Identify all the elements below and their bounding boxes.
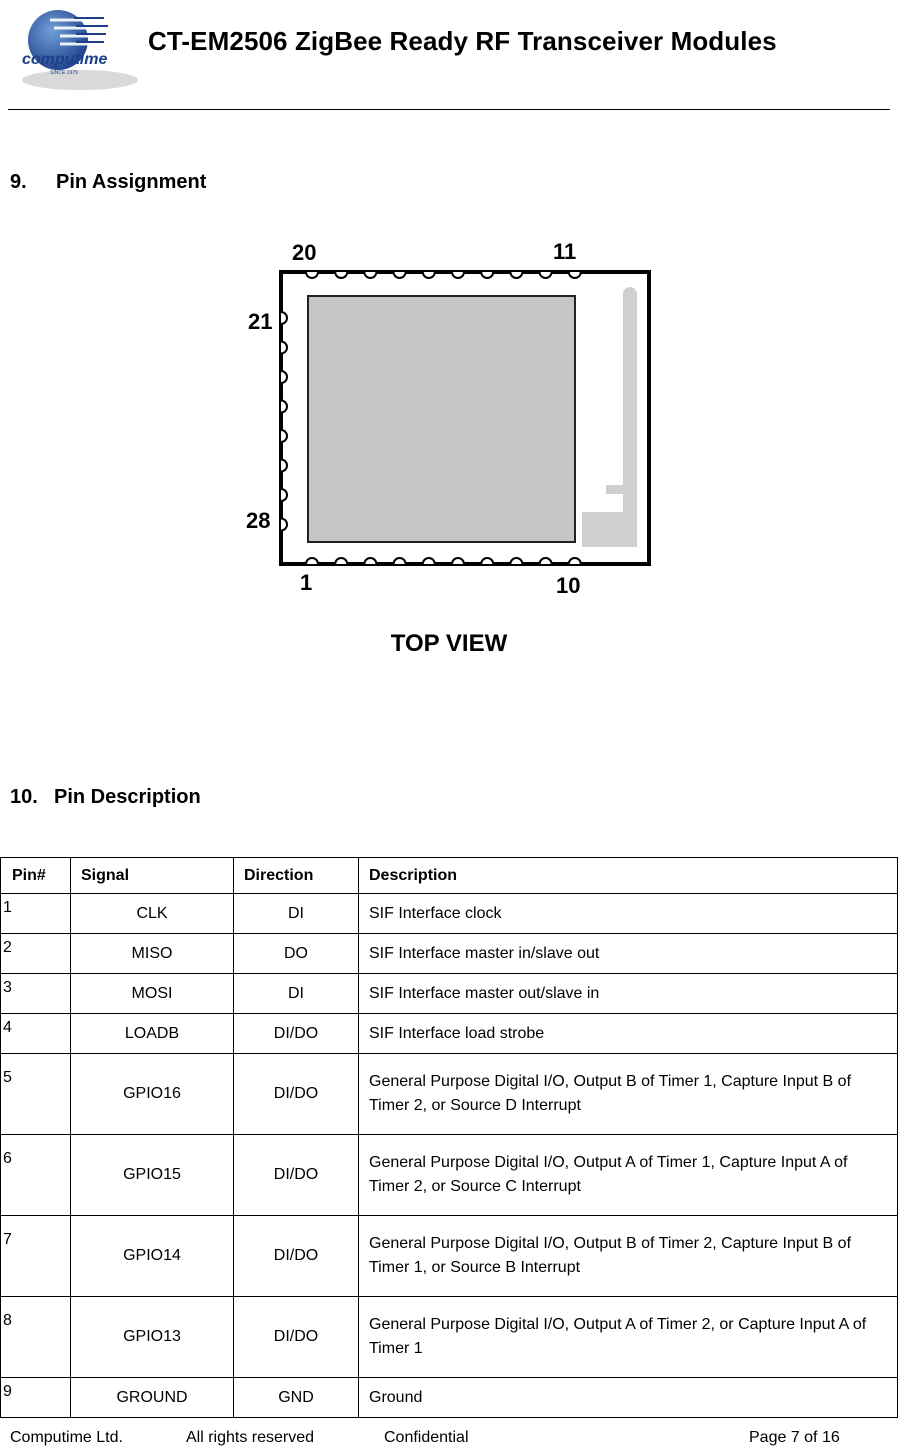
bottom-pad: [481, 558, 493, 564]
left-pad: [281, 430, 287, 442]
cell-description: SIF Interface master out/slave in: [359, 974, 898, 1014]
pin-label-10: 10: [556, 573, 581, 598]
cell-direction: DI: [234, 974, 359, 1014]
footer-company: Computime Ltd.: [10, 1429, 123, 1446]
section-number: 10.: [10, 786, 38, 808]
cell-pin: 2: [1, 934, 71, 974]
bottom-pad: [423, 558, 435, 564]
cell-description: SIF Interface load strobe: [359, 1014, 898, 1054]
bottom-pad: [540, 558, 552, 564]
cell-description: General Purpose Digital I/O, Output B of Timer 1, Capture Input B of Timer 2, or Source D Interrupt: [359, 1054, 898, 1135]
top-pad: [510, 272, 522, 278]
cell-direction: DI/DO: [234, 1216, 359, 1297]
cell-pin: 5: [1, 1054, 71, 1135]
cell-pin: 1: [1, 894, 71, 934]
section-title: Pin Description: [54, 786, 201, 808]
table-row: [1, 894, 898, 934]
left-pad: [281, 401, 287, 413]
left-pad: [281, 489, 287, 501]
top-pad: [364, 272, 376, 278]
diagram-caption: TOP VIEW: [390, 630, 508, 657]
antenna-feed: [606, 485, 624, 494]
left-pad: [281, 312, 287, 324]
chip-area: [308, 296, 575, 542]
cell-pin: 4: [1, 1014, 71, 1054]
cell-direction: DI: [234, 894, 359, 934]
top-pad: [423, 272, 435, 278]
section-title: Pin Assignment: [56, 171, 207, 193]
logo-tagline: SINCE 1979: [50, 70, 78, 76]
cell-description: SIF Interface clock: [359, 894, 898, 934]
cell-description: General Purpose Digital I/O, Output A of Timer 2, or Capture Input A of Timer 1: [359, 1297, 898, 1378]
left-pad: [281, 460, 287, 472]
table-row: [1, 934, 898, 974]
logo-brand-text: computime: [22, 51, 108, 68]
cell-signal: GROUND: [71, 1378, 234, 1418]
module-top-view-drawing: [240, 235, 660, 605]
table-row: [1, 1054, 898, 1135]
pin-label-28: 28: [246, 508, 271, 533]
top-pad: [335, 272, 347, 278]
cell-pin: 6: [1, 1135, 71, 1216]
cell-signal: GPIO13: [71, 1297, 234, 1378]
cell-signal: LOADB: [71, 1014, 234, 1054]
top-pad: [540, 272, 552, 278]
bottom-pad: [335, 558, 347, 564]
cell-direction: DI/DO: [234, 1297, 359, 1378]
header-description: Description: [359, 858, 898, 894]
left-pad: [281, 342, 287, 354]
cell-direction: DO: [234, 934, 359, 974]
table-row: [1, 974, 898, 1014]
top-pad: [394, 272, 406, 278]
cell-pin: 8: [1, 1297, 71, 1378]
pin-description-table: [0, 857, 898, 1418]
bottom-pad: [452, 558, 464, 564]
bottom-pad: [364, 558, 376, 564]
bottom-pad: [394, 558, 406, 564]
cell-pin: 9: [1, 1378, 71, 1418]
header-divider: [8, 109, 890, 110]
table-row: [1, 1216, 898, 1297]
pin-label-11: 11: [553, 239, 577, 264]
header-pin: Pin#: [1, 858, 71, 894]
top-pad: [452, 272, 464, 278]
top-pad: [481, 272, 493, 278]
top-pad: [306, 272, 318, 278]
cell-direction: DI/DO: [234, 1014, 359, 1054]
table-header-row: [1, 858, 898, 894]
cell-signal: MOSI: [71, 974, 234, 1014]
bottom-pad: [306, 558, 318, 564]
pin-label-1: 1: [300, 570, 313, 595]
footer-page-number: Page 7 of 16: [749, 1429, 840, 1446]
footer-rights: All rights reserved: [186, 1429, 315, 1446]
pin-label-20: 20: [292, 240, 317, 265]
cell-direction: DI/DO: [234, 1054, 359, 1135]
header-direction: Direction: [234, 858, 359, 894]
cell-pin: 3: [1, 974, 71, 1014]
bottom-pad: [510, 558, 522, 564]
bottom-pad: [569, 558, 581, 564]
cell-direction: DI/DO: [234, 1135, 359, 1216]
table-row: [1, 1135, 898, 1216]
left-pad: [281, 519, 287, 531]
section-heading-pin-description: [10, 786, 201, 809]
cell-description: General Purpose Digital I/O, Output A of Timer 1, Capture Input A of Timer 2, or Source C Interrupt: [359, 1135, 898, 1216]
cell-description: Ground: [359, 1378, 898, 1418]
top-pad: [569, 272, 581, 278]
document-title: CT-EM2506 ZigBee Ready RF Transceiver Modules: [148, 26, 777, 56]
table-row: [1, 1378, 898, 1418]
cell-signal: GPIO14: [71, 1216, 234, 1297]
cell-signal: GPIO15: [71, 1135, 234, 1216]
header-signal: Signal: [71, 858, 234, 894]
section-number: 9.: [10, 171, 27, 193]
cell-signal: MISO: [71, 934, 234, 974]
cell-pin: 7: [1, 1216, 71, 1297]
pin-label-21: 21: [248, 309, 273, 334]
left-pad: [281, 371, 287, 383]
table-row: [1, 1014, 898, 1054]
table-row: [1, 1297, 898, 1378]
cell-signal: CLK: [71, 894, 234, 934]
cell-signal: GPIO16: [71, 1054, 234, 1135]
cell-description: General Purpose Digital I/O, Output B of Timer 2, Capture Input B of Timer 1, or Source B Interrupt: [359, 1216, 898, 1297]
cell-direction: GND: [234, 1378, 359, 1418]
computime-logo: [14, 8, 138, 92]
footer-confidential: Confidential: [384, 1429, 469, 1446]
cell-description: SIF Interface master in/slave out: [359, 934, 898, 974]
section-heading-pin-assignment: [10, 171, 206, 194]
